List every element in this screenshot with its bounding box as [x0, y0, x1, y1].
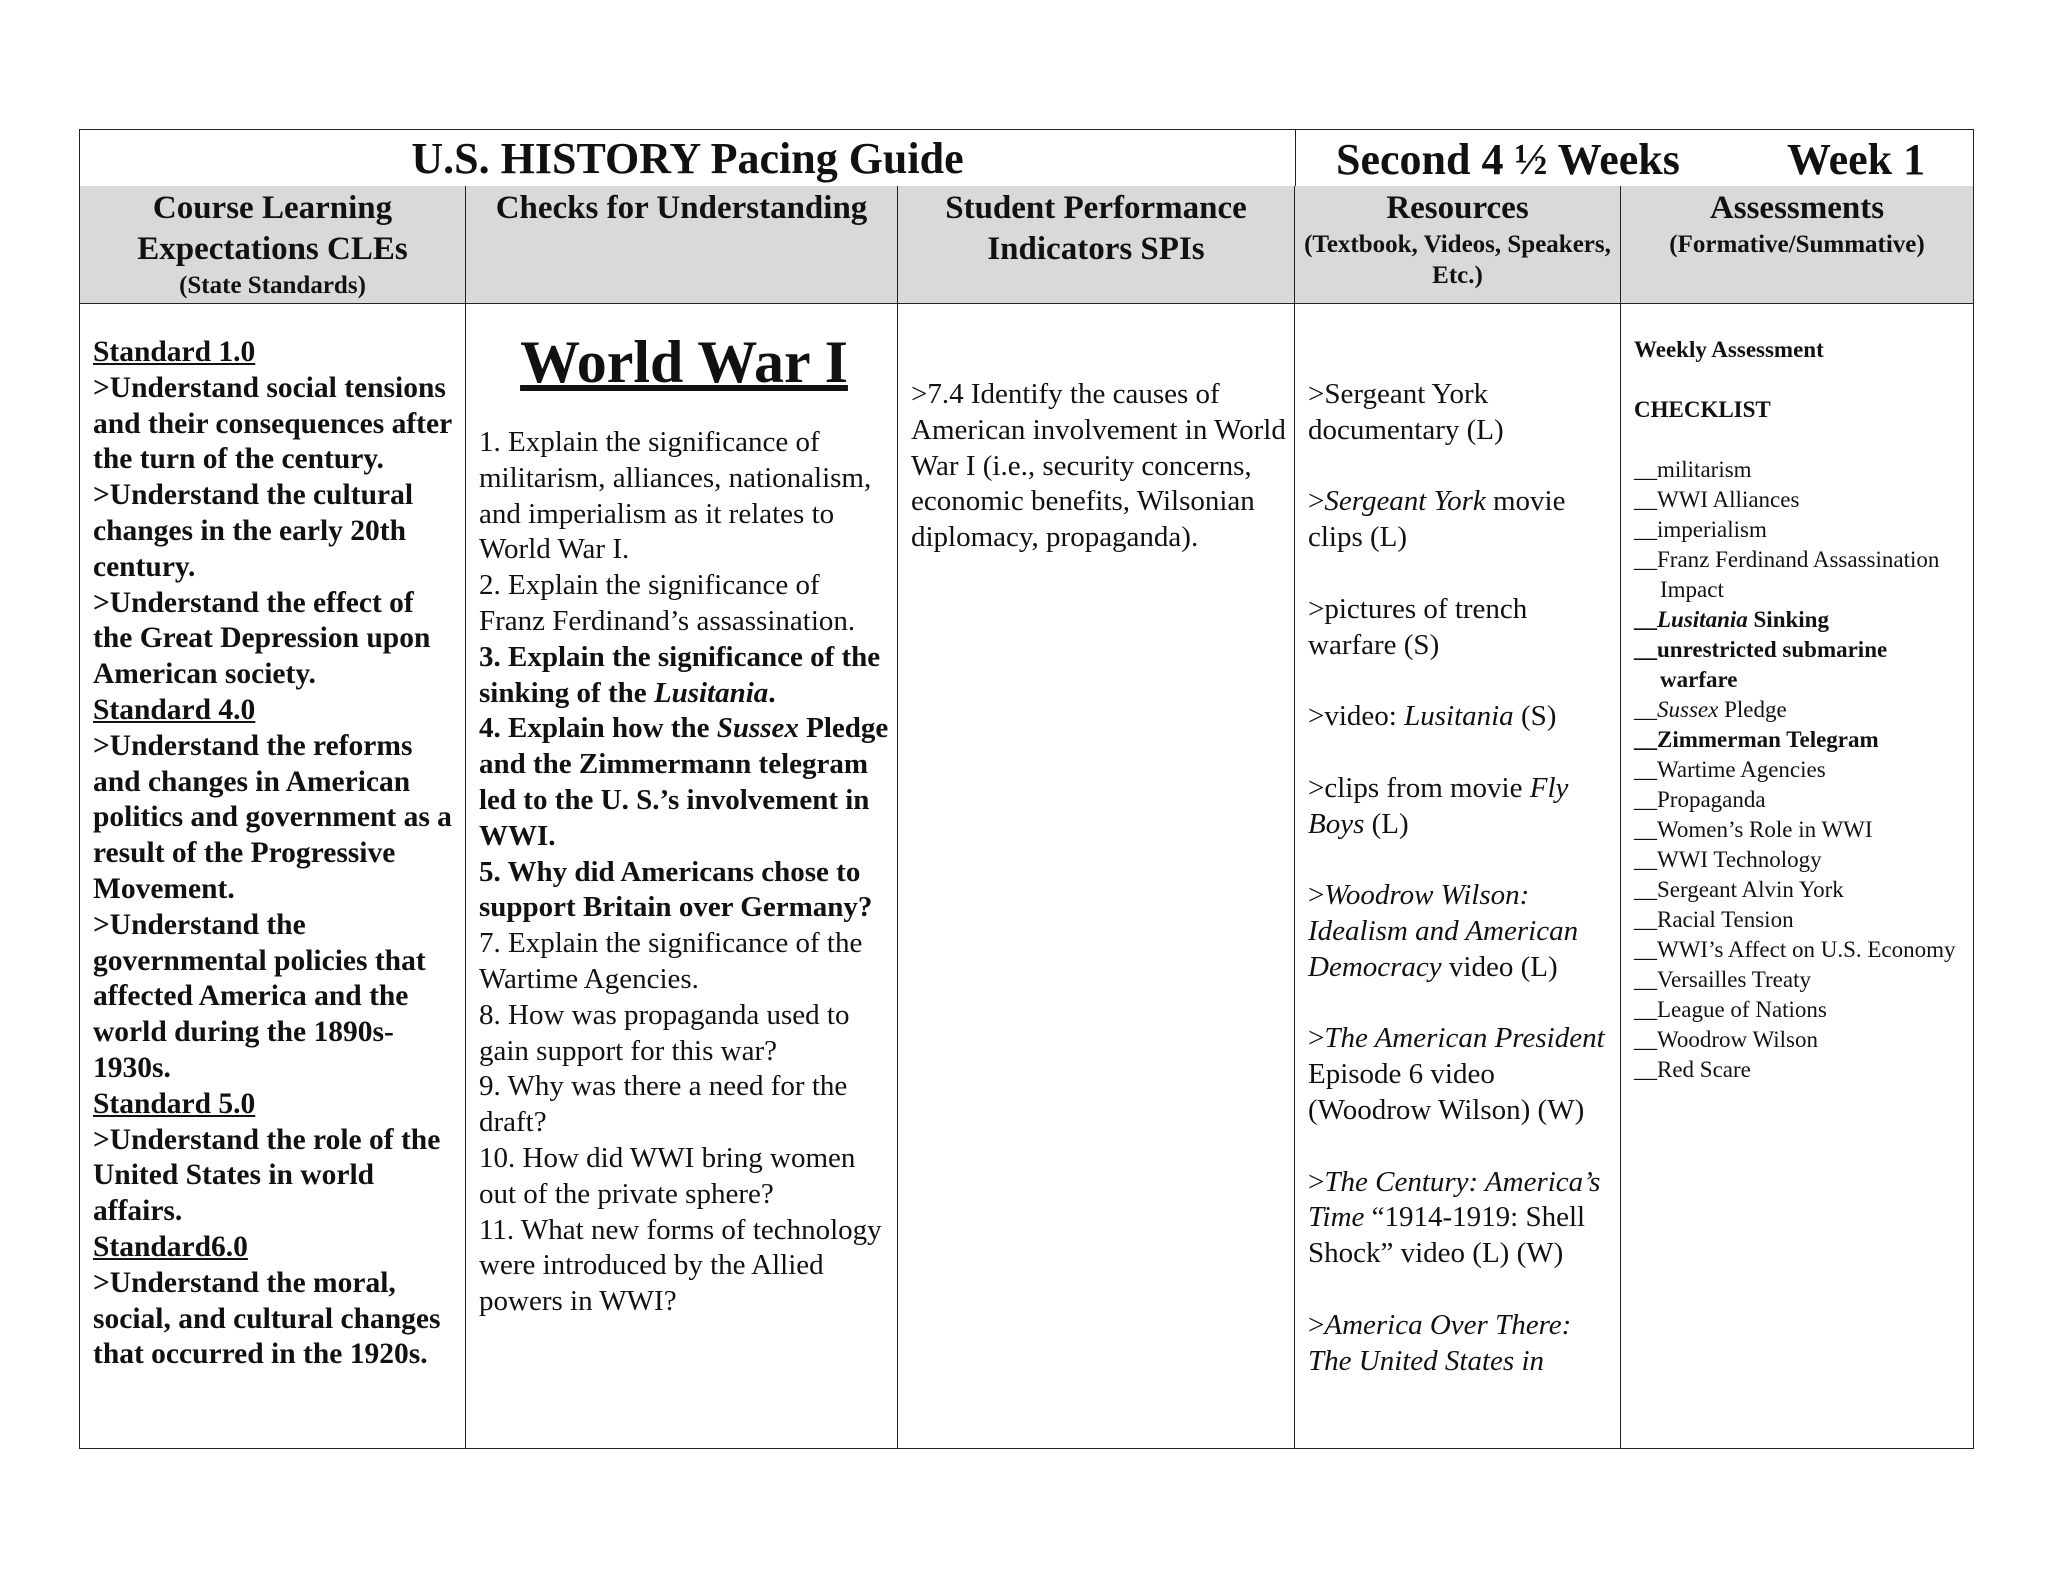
- header-sub: (Textbook, Videos, Speakers, Etc.): [1304, 231, 1611, 289]
- spi-column: [898, 303, 1295, 1448]
- column-headers: [80, 186, 1973, 304]
- period-text: Second 4 ½ Weeks: [1336, 135, 1680, 184]
- italic-run: The American President: [1324, 1022, 1605, 1055]
- text-run: __Red Scare: [1634, 1057, 1751, 1082]
- text-run: __Racial Tension: [1634, 907, 1794, 932]
- standard-label: Standard 5.0: [93, 1087, 256, 1120]
- resource-item: [1308, 377, 1612, 449]
- question-item: [479, 1141, 889, 1213]
- italic-run: Sergeant York: [1324, 485, 1486, 518]
- text-run: __WWI’s Affect on U.S. Economy: [1634, 937, 1956, 962]
- italic-run: Sussex: [716, 712, 799, 745]
- header-cles: [80, 186, 466, 303]
- text-run: __: [1634, 607, 1657, 632]
- italic-run: Lusitania: [1657, 607, 1748, 632]
- resource-item: [1308, 699, 1612, 735]
- checklist-item: [1634, 725, 1965, 755]
- period-label: [1295, 130, 1973, 186]
- checklist-item: [1634, 995, 1965, 1025]
- resource-item: [1308, 771, 1612, 843]
- text-run: >: [1308, 1165, 1325, 1198]
- assessments-column: [1621, 303, 1973, 1448]
- question-list: [479, 425, 889, 1320]
- text-run: 3. Explain the significance of the sinking of the: [479, 640, 881, 709]
- text-run: 11. What new forms of technology were introduced by the Allied powers in WWI?: [479, 1213, 882, 1318]
- italic-run: America Over There: The United States in: [1308, 1308, 1572, 1377]
- checklist-item: [1634, 485, 1965, 515]
- standard-expectation: >Understand the governmental policies that affected America and the world during the 1890s-1930s.: [93, 908, 426, 1084]
- resource-item: [1308, 1021, 1612, 1128]
- spi-text: >7.4 Identify the causes of American involvement in World War I (i.e., security concerns, economic benefits, Wilsonian diplomacy, propaganda).: [911, 378, 1286, 554]
- text-run: Episode 6 video (Woodrow Wilson) (W): [1308, 1058, 1585, 1126]
- italic-run: Sussex: [1657, 697, 1719, 722]
- text-run: __Women’s Role in WWI: [1634, 817, 1873, 842]
- text-run: 4. Explain how the: [479, 712, 717, 745]
- checklist-heading: CHECKLIST: [1634, 397, 1771, 422]
- text-run: __militarism: [1634, 457, 1752, 482]
- text-run: __: [1634, 697, 1657, 722]
- standard-label: Standard6.0: [93, 1230, 248, 1263]
- week-text: Week 1: [1787, 135, 1926, 184]
- text-run: >clips from movie: [1308, 771, 1530, 804]
- text-run: 9. Why was there a need for the draft?: [479, 1070, 848, 1139]
- checklist-item: [1634, 905, 1965, 935]
- text-run: __Woodrow Wilson: [1634, 1027, 1818, 1052]
- text-run: __Wartime Agencies: [1634, 757, 1826, 782]
- question-item: [479, 711, 889, 854]
- text-run: >Sergeant York documentary (L): [1308, 378, 1504, 446]
- question-item: [479, 1069, 889, 1141]
- resource-item: [1308, 1308, 1612, 1380]
- standard-expectation: >Understand the moral, social, and cultural changes that occurred in the 1920s.: [93, 1266, 441, 1371]
- question-item: [479, 640, 889, 712]
- checklist-item: [1634, 695, 1965, 725]
- assessment-heading: Weekly Assessment: [1634, 337, 1824, 362]
- question-item: [479, 425, 889, 568]
- text-run: 10. How did WWI bring women out of the private sphere?: [479, 1141, 856, 1210]
- text-run: __League of Nations: [1634, 997, 1827, 1022]
- text-run: (S): [1513, 700, 1557, 733]
- header-sub: (Formative/Summative): [1669, 231, 1925, 258]
- checklist-item: [1634, 605, 1965, 635]
- unit-title: World War I: [520, 329, 848, 395]
- text-run: Pledge and the Zimmermann telegram led to the U. S.’s involvement in WWI.: [479, 712, 889, 852]
- italic-run: Fly Boys: [1308, 771, 1569, 840]
- content-row: [80, 303, 1973, 1448]
- resource-item: [1308, 1165, 1612, 1272]
- standard-label: Standard 4.0: [93, 693, 256, 726]
- header-resources: [1295, 186, 1621, 303]
- question-item: [479, 998, 889, 1070]
- title-row: [80, 130, 1973, 187]
- checklist-item: [1634, 935, 1965, 965]
- question-item: [479, 1213, 889, 1320]
- guide-title: U.S. HISTORY Pacing Guide: [411, 133, 964, 183]
- text-run: Pledge: [1718, 697, 1787, 722]
- standard-expectation: >Understand the reforms and changes in American politics and government as a result of the Progressive Movement.: [93, 729, 452, 905]
- text-run: __Versailles Treaty: [1634, 967, 1811, 992]
- italic-run: Woodrow Wilson: Idealism and American Democracy: [1308, 879, 1579, 983]
- header-checks: [466, 186, 898, 303]
- text-run: 1. Explain the significance of militarism, alliances, nationalism, and imperialism as it relates to World War I.: [479, 426, 872, 566]
- text-run: >: [1308, 1308, 1325, 1341]
- checklist-item: [1634, 815, 1965, 845]
- text-run: 8. How was propaganda used to gain support for this war?: [479, 998, 850, 1067]
- text-run: __Propaganda: [1634, 787, 1766, 812]
- text-run: 5. Why did Americans chose to support Britain over Germany?: [479, 855, 873, 924]
- checklist-item: [1634, 455, 1965, 485]
- checklist-item: [1634, 875, 1965, 905]
- text-run: __imperialism: [1634, 517, 1767, 542]
- checklist-item: [1634, 635, 1965, 695]
- question-item: [479, 855, 889, 927]
- resources-column: [1295, 303, 1621, 1448]
- text-run: 7. Explain the significance of the Wartime Agencies.: [479, 927, 863, 995]
- standards-column: [80, 303, 466, 1448]
- resource-item: [1308, 592, 1612, 664]
- standard-expectation: >Understand social tensions and their consequences after the turn of the century.: [93, 371, 452, 476]
- header-main: Assessments: [1709, 190, 1885, 226]
- header-main: Resources: [1386, 190, 1529, 226]
- checklist-item: [1634, 1025, 1965, 1055]
- checklist-item: [1634, 845, 1965, 875]
- text-run: video (L): [1441, 950, 1558, 983]
- italic-run: The Century: America’s Time: [1308, 1165, 1601, 1234]
- question-item: [479, 568, 889, 640]
- header-main: Student Performance Indicators SPIs: [945, 190, 1247, 267]
- text-run: >: [1308, 879, 1325, 912]
- text-run: __Sergeant Alvin York: [1634, 877, 1844, 902]
- checklist-item: [1634, 1055, 1965, 1085]
- text-run: __Zimmerman Telegram: [1634, 727, 1879, 752]
- pacing-guide-table: [79, 129, 1974, 1449]
- standard-expectation: >Understand the cultural changes in the early 20th century.: [93, 479, 414, 583]
- text-run: (L): [1364, 807, 1409, 840]
- question-item: [479, 926, 889, 998]
- header-main: Checks for Understanding: [495, 190, 868, 226]
- checklist-item: [1634, 545, 1965, 605]
- italic-run: Lusitania: [653, 676, 769, 709]
- header-spis: [898, 186, 1295, 303]
- header-sub: (State Standards): [179, 272, 366, 299]
- text-run: “1914-1919: Shell Shock” video (L) (W): [1308, 1201, 1586, 1270]
- text-run: .: [768, 676, 776, 709]
- header-assessments: [1621, 186, 1973, 303]
- text-run: movie clips (L): [1308, 485, 1566, 554]
- checks-column: [466, 303, 898, 1448]
- resource-item: [1308, 484, 1612, 556]
- text-run: Sinking: [1747, 607, 1829, 632]
- checklist: [1634, 455, 1965, 1085]
- text-run: >pictures of trench warfare (S): [1308, 592, 1528, 661]
- text-run: >video:: [1308, 700, 1405, 733]
- text-run: __Franz Ferdinand Assassination Impact: [1634, 547, 1940, 602]
- header-main: Course Learning Expectations CLEs: [137, 190, 408, 267]
- checklist-item: [1634, 515, 1965, 545]
- standard-expectation: >Understand the role of the United States in world affairs.: [93, 1123, 441, 1228]
- standard-expectation: >Understand the effect of the Great Depression upon American society.: [93, 586, 431, 691]
- text-run: >: [1308, 1022, 1325, 1055]
- text-run: __WWI Alliances: [1634, 487, 1800, 512]
- text-run: __unrestricted submarine warfare: [1634, 637, 1888, 692]
- standard-label: Standard 1.0: [93, 336, 256, 368]
- italic-run: Lusitania: [1404, 700, 1514, 733]
- text-run: __WWI Technology: [1634, 847, 1822, 872]
- checklist-item: [1634, 785, 1965, 815]
- checklist-item: [1634, 965, 1965, 995]
- text-run: 2. Explain the significance of Franz Ferdinand’s assassination.: [479, 569, 856, 637]
- checklist-item: [1634, 755, 1965, 785]
- resource-item: [1308, 878, 1612, 985]
- text-run: >: [1308, 485, 1325, 518]
